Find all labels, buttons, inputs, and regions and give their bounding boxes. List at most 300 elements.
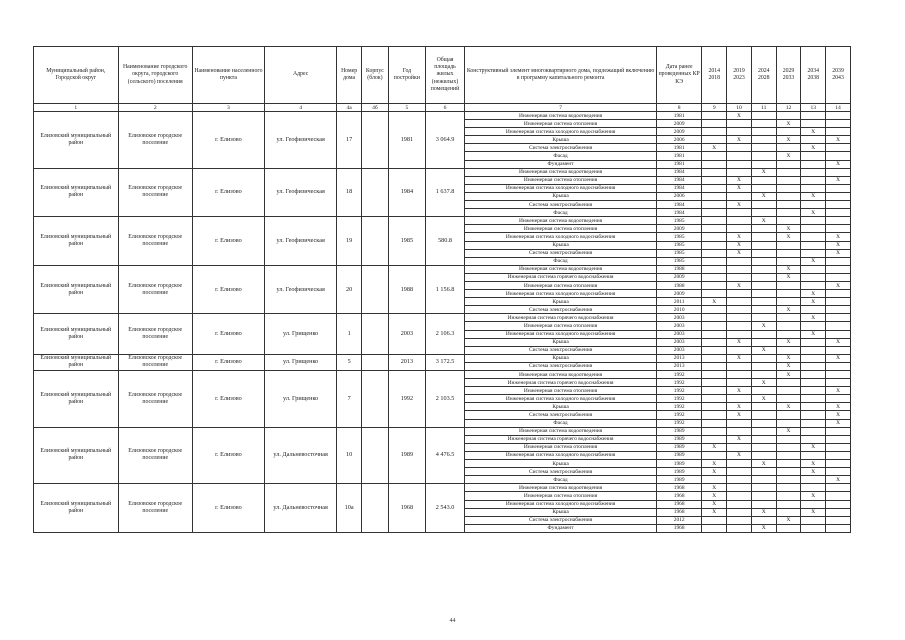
period-cell (727, 484, 752, 492)
period-cell (826, 508, 851, 516)
element-name-cell: Крыша (465, 508, 657, 516)
prior-repair-date-cell: 1992 (656, 411, 701, 419)
element-name-cell: Система электроснабжения (465, 411, 657, 419)
period-cell (826, 120, 851, 128)
period-cell (776, 144, 801, 152)
header-cell: Адрес (265, 47, 337, 104)
element-name-cell: Инженерная система отопления (465, 322, 657, 330)
header-row (34, 47, 851, 104)
period-cell (826, 152, 851, 160)
header-cell: Наименование городского округа, городского (сельского) поселения (118, 47, 192, 104)
period-cell (826, 435, 851, 443)
period-cell (702, 354, 727, 362)
prior-repair-date-cell: 1985 (656, 217, 701, 225)
settlement-cell: Елизовское городское поселение (118, 168, 192, 217)
district-cell: Елизовский муниципальный район (34, 112, 119, 169)
prior-repair-date-cell: 1968 (656, 508, 701, 516)
element-name-cell: Фасад (465, 476, 657, 484)
period-mark: X (776, 516, 801, 524)
period-cell (702, 192, 727, 200)
prior-repair-date-cell: 1984 (656, 168, 701, 176)
period-cell (801, 217, 826, 225)
period-cell (727, 144, 752, 152)
column-number: 13 (801, 104, 826, 112)
header-cell: Общая площадь жилых (нежилых) помещений (425, 47, 464, 104)
period-mark: X (727, 411, 752, 419)
build-year-cell: 1984 (388, 168, 425, 217)
prior-repair-date-cell: 1984 (656, 201, 701, 209)
period-cell (751, 112, 776, 120)
district-cell: Елизовский муниципальный район (34, 354, 119, 370)
period-cell (826, 460, 851, 468)
period-cell (776, 508, 801, 516)
period-cell (751, 451, 776, 459)
locality-cell: г. Елизово (192, 354, 264, 370)
period-mark: X (702, 298, 727, 306)
prior-repair-date-cell: 1989 (656, 451, 701, 459)
table-row (34, 427, 851, 435)
build-year-cell: 2003 (388, 314, 425, 354)
settlement-cell: Елизовское городское поселение (118, 427, 192, 484)
settlement-cell: Елизовское городское поселение (118, 314, 192, 354)
header-cell: Муниципальный район, Городской округ (34, 47, 119, 104)
period-cell (702, 524, 727, 532)
column-number: 10 (727, 104, 752, 112)
period-cell (702, 184, 727, 192)
period-cell (751, 128, 776, 136)
period-cell (826, 298, 851, 306)
settlement-cell: Елизовское городское поселение (118, 265, 192, 314)
table-row (34, 168, 851, 176)
period-mark: X (751, 168, 776, 176)
prior-repair-date-cell: 1981 (656, 112, 701, 120)
period-cell (751, 257, 776, 265)
street-cell: ул. Грищенко (265, 371, 337, 428)
period-cell (801, 225, 826, 233)
period-cell (702, 435, 727, 443)
period-mark: X (751, 217, 776, 225)
period-cell (776, 443, 801, 451)
period-cell (776, 387, 801, 395)
district-cell: Елизовский муниципальный район (34, 371, 119, 428)
column-number: 3 (192, 104, 264, 112)
element-name-cell: Инженерная система горячего водоснабжения (465, 314, 657, 322)
prior-repair-date-cell: 1985 (656, 249, 701, 257)
district-cell: Елизовский муниципальный район (34, 265, 119, 314)
period-cell (776, 468, 801, 476)
period-cell (776, 298, 801, 306)
prior-repair-date-cell: 1968 (656, 484, 701, 492)
prior-repair-date-cell: 2012 (656, 516, 701, 524)
period-cell (702, 257, 727, 265)
period-mark: X (801, 508, 826, 516)
prior-repair-date-cell: 2010 (656, 306, 701, 314)
period-mark: X (801, 443, 826, 451)
header-cell: Год постройки (388, 47, 425, 104)
period-cell (826, 427, 851, 435)
prior-repair-date-cell: 1985 (656, 257, 701, 265)
period-cell (826, 379, 851, 387)
build-year-cell: 1981 (388, 112, 425, 169)
element-name-cell: Инженерная система отопления (465, 120, 657, 128)
street-cell: ул. Геофизическая (265, 112, 337, 169)
period-cell (826, 330, 851, 338)
build-year-cell: 1985 (388, 217, 425, 266)
period-cell (776, 451, 801, 459)
period-mark: X (751, 379, 776, 387)
element-name-cell: Система электроснабжения (465, 249, 657, 257)
period-cell (801, 136, 826, 144)
period-cell (702, 379, 727, 387)
period-cell (751, 209, 776, 217)
period-cell (727, 257, 752, 265)
period-cell (776, 290, 801, 298)
period-cell (801, 265, 826, 273)
table-row (34, 484, 851, 492)
house-number-cell: 7 (337, 371, 362, 428)
period-cell (751, 233, 776, 241)
period-cell (801, 338, 826, 346)
header-cell: 2024 2028 (751, 47, 776, 104)
period-cell (801, 168, 826, 176)
element-name-cell: Инженерная система водоотведения (465, 484, 657, 492)
period-cell (751, 427, 776, 435)
build-year-cell: 2013 (388, 354, 425, 370)
period-cell (727, 209, 752, 217)
locality-cell: г. Елизово (192, 427, 264, 484)
period-cell (751, 338, 776, 346)
period-cell (801, 160, 826, 168)
element-name-cell: Инженерная система водоотведения (465, 168, 657, 176)
element-name-cell: Инженерная система отопления (465, 281, 657, 289)
period-mark: X (826, 249, 851, 257)
period-mark: X (727, 201, 752, 209)
column-number: 4 (265, 104, 337, 112)
house-number-cell: 10 (337, 427, 362, 484)
period-cell (776, 160, 801, 168)
period-mark: X (826, 411, 851, 419)
period-cell (801, 120, 826, 128)
period-cell (801, 435, 826, 443)
block-cell (362, 371, 389, 428)
period-mark: X (776, 338, 801, 346)
period-cell (801, 451, 826, 459)
header-cell: Корпус (блок) (362, 47, 389, 104)
element-name-cell: Инженерная система водоотведения (465, 217, 657, 225)
column-number: 7 (465, 104, 657, 112)
prior-repair-date-cell: 2003 (656, 330, 701, 338)
period-mark: X (776, 233, 801, 241)
column-number: 2 (118, 104, 192, 112)
period-cell (727, 500, 752, 508)
period-cell (727, 460, 752, 468)
period-cell (826, 225, 851, 233)
period-cell (702, 241, 727, 249)
column-number: 4б (362, 104, 389, 112)
period-mark: X (826, 160, 851, 168)
element-name-cell: Крыша (465, 354, 657, 362)
period-cell (727, 120, 752, 128)
prior-repair-date-cell: 1992 (656, 371, 701, 379)
period-cell (776, 281, 801, 289)
period-cell (702, 314, 727, 322)
period-cell (826, 524, 851, 532)
element-name-cell: Инженерная система водоотведения (465, 427, 657, 435)
period-cell (751, 492, 776, 500)
period-cell (826, 192, 851, 200)
house-number-cell: 20 (337, 265, 362, 314)
period-cell (776, 257, 801, 265)
period-cell (727, 508, 752, 516)
prior-repair-date-cell: 1989 (656, 427, 701, 435)
house-number-cell: 10а (337, 484, 362, 533)
period-cell (702, 233, 727, 241)
period-cell (727, 427, 752, 435)
period-cell (727, 371, 752, 379)
table-row (34, 371, 851, 379)
period-cell (727, 290, 752, 298)
prior-repair-date-cell: 1981 (656, 152, 701, 160)
period-cell (702, 306, 727, 314)
build-year-cell: 1988 (388, 265, 425, 314)
prior-repair-date-cell: 2013 (656, 354, 701, 362)
period-mark: X (727, 281, 752, 289)
period-mark: X (727, 435, 752, 443)
area-cell: 3 172.5 (425, 354, 464, 370)
period-cell (727, 419, 752, 427)
period-cell (727, 362, 752, 370)
prior-repair-date-cell: 1981 (656, 160, 701, 168)
period-cell (801, 516, 826, 524)
period-cell (826, 112, 851, 120)
period-cell (751, 516, 776, 524)
period-cell (751, 176, 776, 184)
period-cell (751, 152, 776, 160)
element-name-cell: Инженерная система отопления (465, 225, 657, 233)
period-cell (801, 371, 826, 379)
prior-repair-date-cell: 1992 (656, 379, 701, 387)
period-cell (801, 427, 826, 435)
period-cell (776, 168, 801, 176)
period-cell (826, 144, 851, 152)
period-cell (801, 411, 826, 419)
period-mark: X (702, 468, 727, 476)
prior-repair-date-cell: 2009 (656, 273, 701, 281)
period-mark: X (776, 265, 801, 273)
period-mark: X (776, 273, 801, 281)
period-cell (702, 371, 727, 379)
settlement-cell: Елизовское городское поселение (118, 371, 192, 428)
period-cell (702, 201, 727, 209)
period-cell (727, 306, 752, 314)
prior-repair-date-cell: 1984 (656, 184, 701, 192)
street-cell: ул. Грищенко (265, 314, 337, 354)
prior-repair-date-cell: 2009 (656, 290, 701, 298)
period-cell (751, 500, 776, 508)
period-mark: X (826, 338, 851, 346)
period-cell (702, 128, 727, 136)
period-cell (702, 451, 727, 459)
element-name-cell: Система электроснабжения (465, 346, 657, 354)
prior-repair-date-cell: 1984 (656, 176, 701, 184)
period-mark: X (727, 136, 752, 144)
period-cell (702, 403, 727, 411)
period-cell (751, 241, 776, 249)
period-cell (776, 249, 801, 257)
element-name-cell: Инженерная система отопления (465, 492, 657, 500)
period-cell (826, 322, 851, 330)
period-cell (727, 516, 752, 524)
period-mark: X (801, 298, 826, 306)
period-mark: X (776, 152, 801, 160)
element-name-cell: Инженерная система водоотведения (465, 112, 657, 120)
period-cell (702, 112, 727, 120)
period-cell (702, 322, 727, 330)
period-cell (826, 451, 851, 459)
locality-cell: г. Елизово (192, 371, 264, 428)
period-cell (751, 160, 776, 168)
period-cell (826, 306, 851, 314)
period-cell (702, 338, 727, 346)
block-cell (362, 265, 389, 314)
period-mark: X (727, 241, 752, 249)
period-cell (776, 192, 801, 200)
period-cell (702, 281, 727, 289)
period-mark: X (801, 209, 826, 217)
period-mark: X (826, 241, 851, 249)
prior-repair-date-cell: 1989 (656, 435, 701, 443)
period-mark: X (702, 500, 727, 508)
period-cell (826, 217, 851, 225)
period-mark: X (727, 184, 752, 192)
period-cell (826, 290, 851, 298)
period-cell (801, 500, 826, 508)
period-cell (776, 492, 801, 500)
period-cell (702, 273, 727, 281)
period-cell (826, 516, 851, 524)
period-cell (776, 524, 801, 532)
prior-repair-date-cell: 2006 (656, 136, 701, 144)
period-mark: X (702, 492, 727, 500)
period-cell (776, 128, 801, 136)
period-cell (801, 419, 826, 427)
period-cell (727, 128, 752, 136)
period-cell (776, 217, 801, 225)
period-cell (776, 330, 801, 338)
element-name-cell: Инженерная система холодного водоснабжения (465, 330, 657, 338)
element-name-cell: Инженерная система отопления (465, 176, 657, 184)
district-cell: Елизовский муниципальный район (34, 484, 119, 533)
street-cell: ул. Дальневосточная (265, 427, 337, 484)
element-name-cell: Инженерная система водоотведения (465, 265, 657, 273)
area-cell: 2 106.3 (425, 314, 464, 354)
period-cell (801, 241, 826, 249)
period-cell (702, 516, 727, 524)
column-number-row (34, 104, 851, 112)
prior-repair-date-cell: 1992 (656, 403, 701, 411)
prior-repair-date-cell: 2003 (656, 338, 701, 346)
period-mark: X (776, 354, 801, 362)
period-mark: X (776, 371, 801, 379)
period-cell (801, 233, 826, 241)
period-mark: X (751, 192, 776, 200)
period-cell (826, 484, 851, 492)
header-cell: 2039 2043 (826, 47, 851, 104)
period-cell (776, 435, 801, 443)
period-cell (751, 435, 776, 443)
prior-repair-date-cell: 1989 (656, 443, 701, 451)
build-year-cell: 1968 (388, 484, 425, 533)
period-cell (727, 152, 752, 160)
period-cell (751, 184, 776, 192)
column-number: 14 (826, 104, 851, 112)
house-number-cell: 5 (337, 354, 362, 370)
locality-cell: г. Елизово (192, 217, 264, 266)
period-mark: X (751, 346, 776, 354)
block-cell (362, 314, 389, 354)
element-name-cell: Инженерная система холодного водоснабжения (465, 500, 657, 508)
period-cell (751, 120, 776, 128)
header-cell: 2019 2023 (727, 47, 752, 104)
prior-repair-date-cell: 1968 (656, 500, 701, 508)
period-cell (776, 395, 801, 403)
element-name-cell: Система электроснабжения (465, 516, 657, 524)
element-name-cell: Крыша (465, 136, 657, 144)
period-cell (801, 354, 826, 362)
period-mark: X (776, 306, 801, 314)
period-cell (751, 354, 776, 362)
period-cell (702, 160, 727, 168)
period-cell (776, 314, 801, 322)
build-year-cell: 1992 (388, 371, 425, 428)
header-cell: 2029 2033 (776, 47, 801, 104)
prior-repair-date-cell: 1988 (656, 265, 701, 273)
period-cell (702, 476, 727, 484)
street-cell: ул. Геофизическая (265, 265, 337, 314)
column-number: 6 (425, 104, 464, 112)
element-name-cell: Инженерная система водоотведения (465, 371, 657, 379)
period-cell (702, 168, 727, 176)
element-name-cell: Инженерная система горячего водоснабжения (465, 435, 657, 443)
prior-repair-date-cell: 1968 (656, 524, 701, 532)
element-name-cell: Инженерная система отопления (465, 443, 657, 451)
period-mark: X (801, 128, 826, 136)
period-mark: X (727, 176, 752, 184)
period-cell (727, 492, 752, 500)
element-name-cell: Фасад (465, 152, 657, 160)
period-mark: X (727, 387, 752, 395)
period-cell (801, 476, 826, 484)
prior-repair-date-cell: 2009 (656, 128, 701, 136)
block-cell (362, 484, 389, 533)
block-cell (362, 217, 389, 266)
period-cell (727, 346, 752, 354)
period-mark: X (801, 290, 826, 298)
district-cell: Елизовский муниципальный район (34, 168, 119, 217)
header-cell: Номер дома (337, 47, 362, 104)
prior-repair-date-cell: 2013 (656, 362, 701, 370)
period-cell (727, 379, 752, 387)
period-cell (801, 403, 826, 411)
period-cell (727, 322, 752, 330)
period-cell (776, 346, 801, 354)
element-name-cell: Инженерная система холодного водоснабжения (465, 395, 657, 403)
period-cell (751, 144, 776, 152)
period-mark: X (801, 144, 826, 152)
period-mark: X (702, 144, 727, 152)
block-cell (362, 112, 389, 169)
period-mark: X (727, 233, 752, 241)
